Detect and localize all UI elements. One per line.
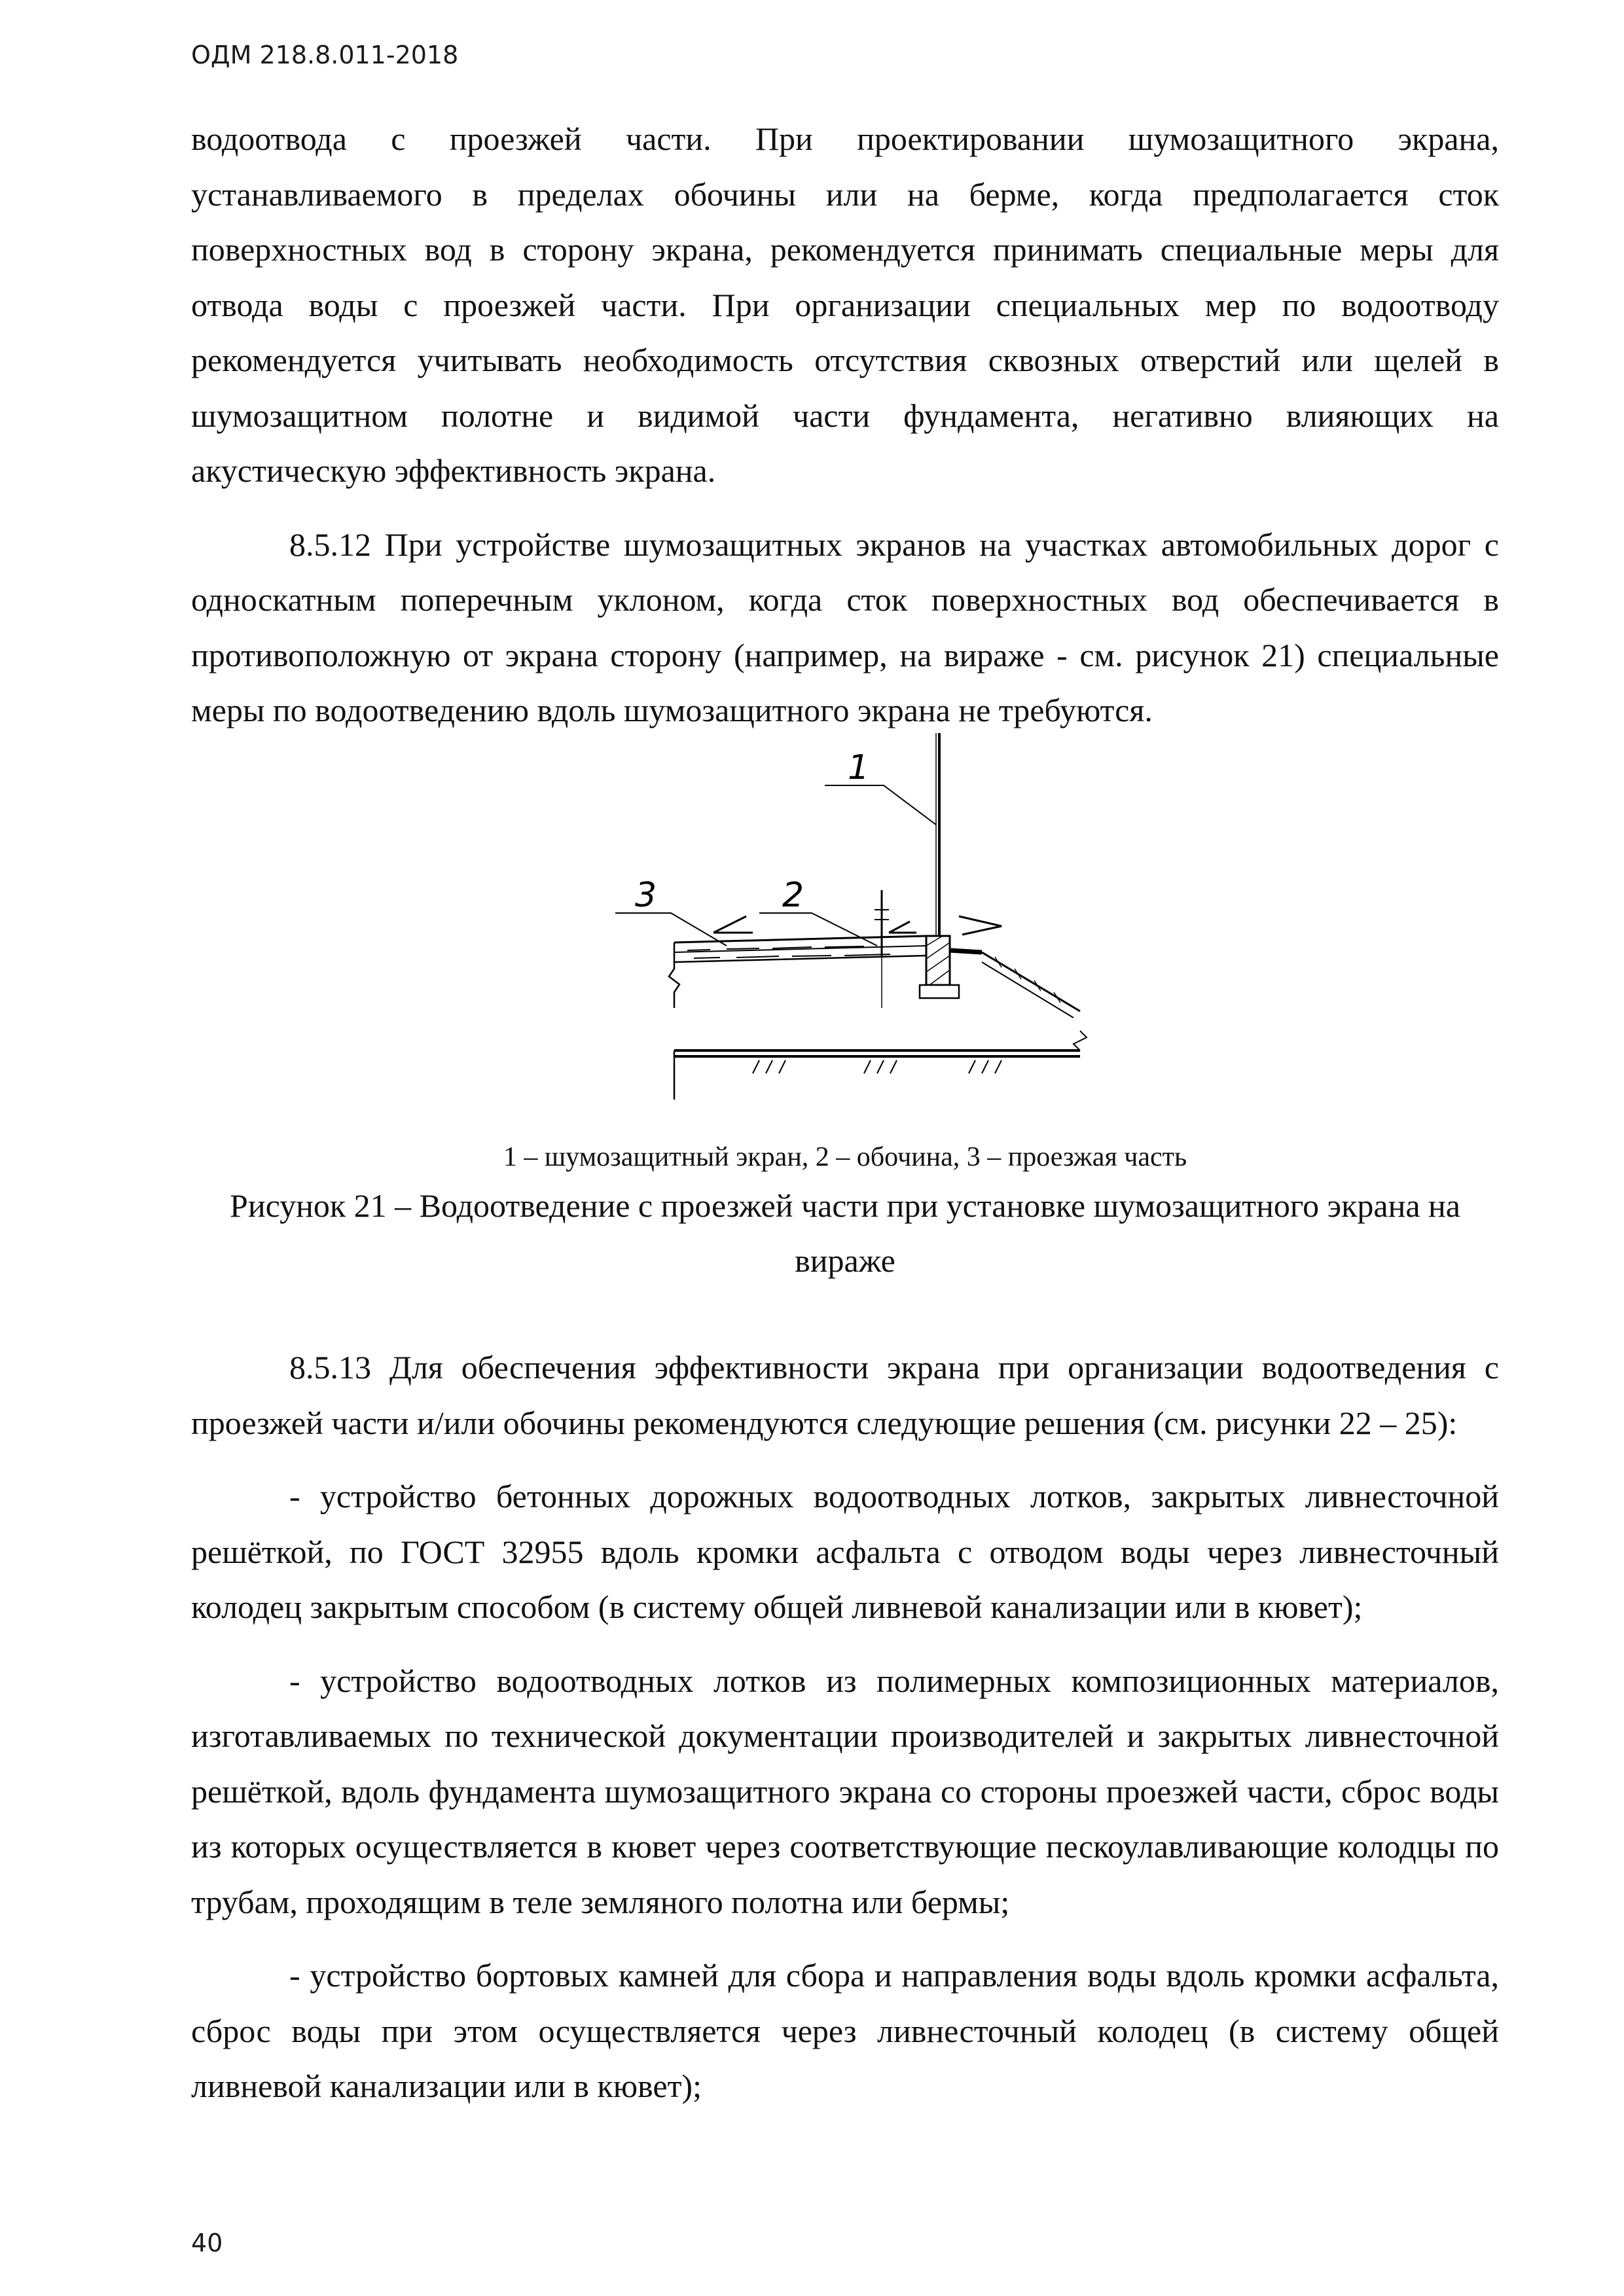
- slope: [982, 952, 1080, 1011]
- label-shoulder: 2: [782, 876, 804, 915]
- page-number: 40: [191, 2229, 223, 2257]
- paragraph-8-5-13: 8.5.13 Для обеспечения эффективности экрана при организации водоотведения с проезжей части и/или обочины рекомендуются следующие решения (см. рисунки 22 – 25):: [191, 1349, 1499, 1441]
- figure-legend: 1 – шумозащитный экран, 2 – обочина, 3 – проезжая часть: [503, 1142, 1187, 1172]
- paragraph-8-5-12: 8.5.12 При устройстве шумозащитных экранов на участках автомобильных дорог с односкатным поперечным уклоном, когда сток поверхностных вод обеспечивается в противоположную от экрана сторону (например, на вираже - см. рисунок 21) специальные меры по водоотведению вдоль шумозащитного экрана не требуются.: [191, 526, 1499, 728]
- paragraph-continuation: водоотвода с проезжей части. При проектировании шумозащитного экрана, устанавливаемого в пределах обочины или на берме, когда предполагается сток поверхностных вод в сторону экрана, рекомендуется принимать специальные меры для отвода воды с проезжей части. При организации специальных мер по водоотводу рекомендуется учитывать необходимость отсутствия сквозных отверстий или щелей в шумозащитном полотне и видимой части фундамента, негативно влияющих на акустическую эффективность экрана.: [191, 120, 1499, 489]
- list-item: - устройство водоотводных лотков из полимерных композиционных материалов, изготавливаемых по технической документации производителей и закрытых ливнесточной решёткой, вдоль фундамента шумозащитного экрана со стороны проезжей части, сброс воды из которых осуществляется в кювет через соответствующие пескоулавливающие колодцы по трубам, проходящим в теле земляного полотна или бермы;: [191, 1662, 1499, 1920]
- document-code: ОДМ 218.8.011-2018: [191, 41, 459, 69]
- figure-21-drawing: [596, 720, 1093, 1100]
- label-carriageway: 3: [635, 876, 657, 915]
- list-item: - устройство бетонных дорожных водоотводных лотков, закрытых ливнесточной решёткой, по ГОСТ 32955 вдоль кромки асфальта с отводом воды через ливнесточный колодец закрытым способом (в систему общей ливневой канализации или в кювет);: [191, 1478, 1499, 1625]
- figure-title: Рисунок 21 – Водоотведение с проезжей части при установке шумозащитного экрана на вираже: [230, 1187, 1460, 1279]
- list-item: - устройство бортовых камней для сбора и направления воды вдоль кромки асфальта, сброс воды при этом осуществляется через ливнесточный колодец (в систему общей ливневой канализации или в кювет);: [191, 1957, 1499, 2104]
- top-text-block: [191, 111, 1499, 738]
- label-screen: 1: [848, 748, 870, 787]
- bottom-text-block: [191, 1340, 1499, 2114]
